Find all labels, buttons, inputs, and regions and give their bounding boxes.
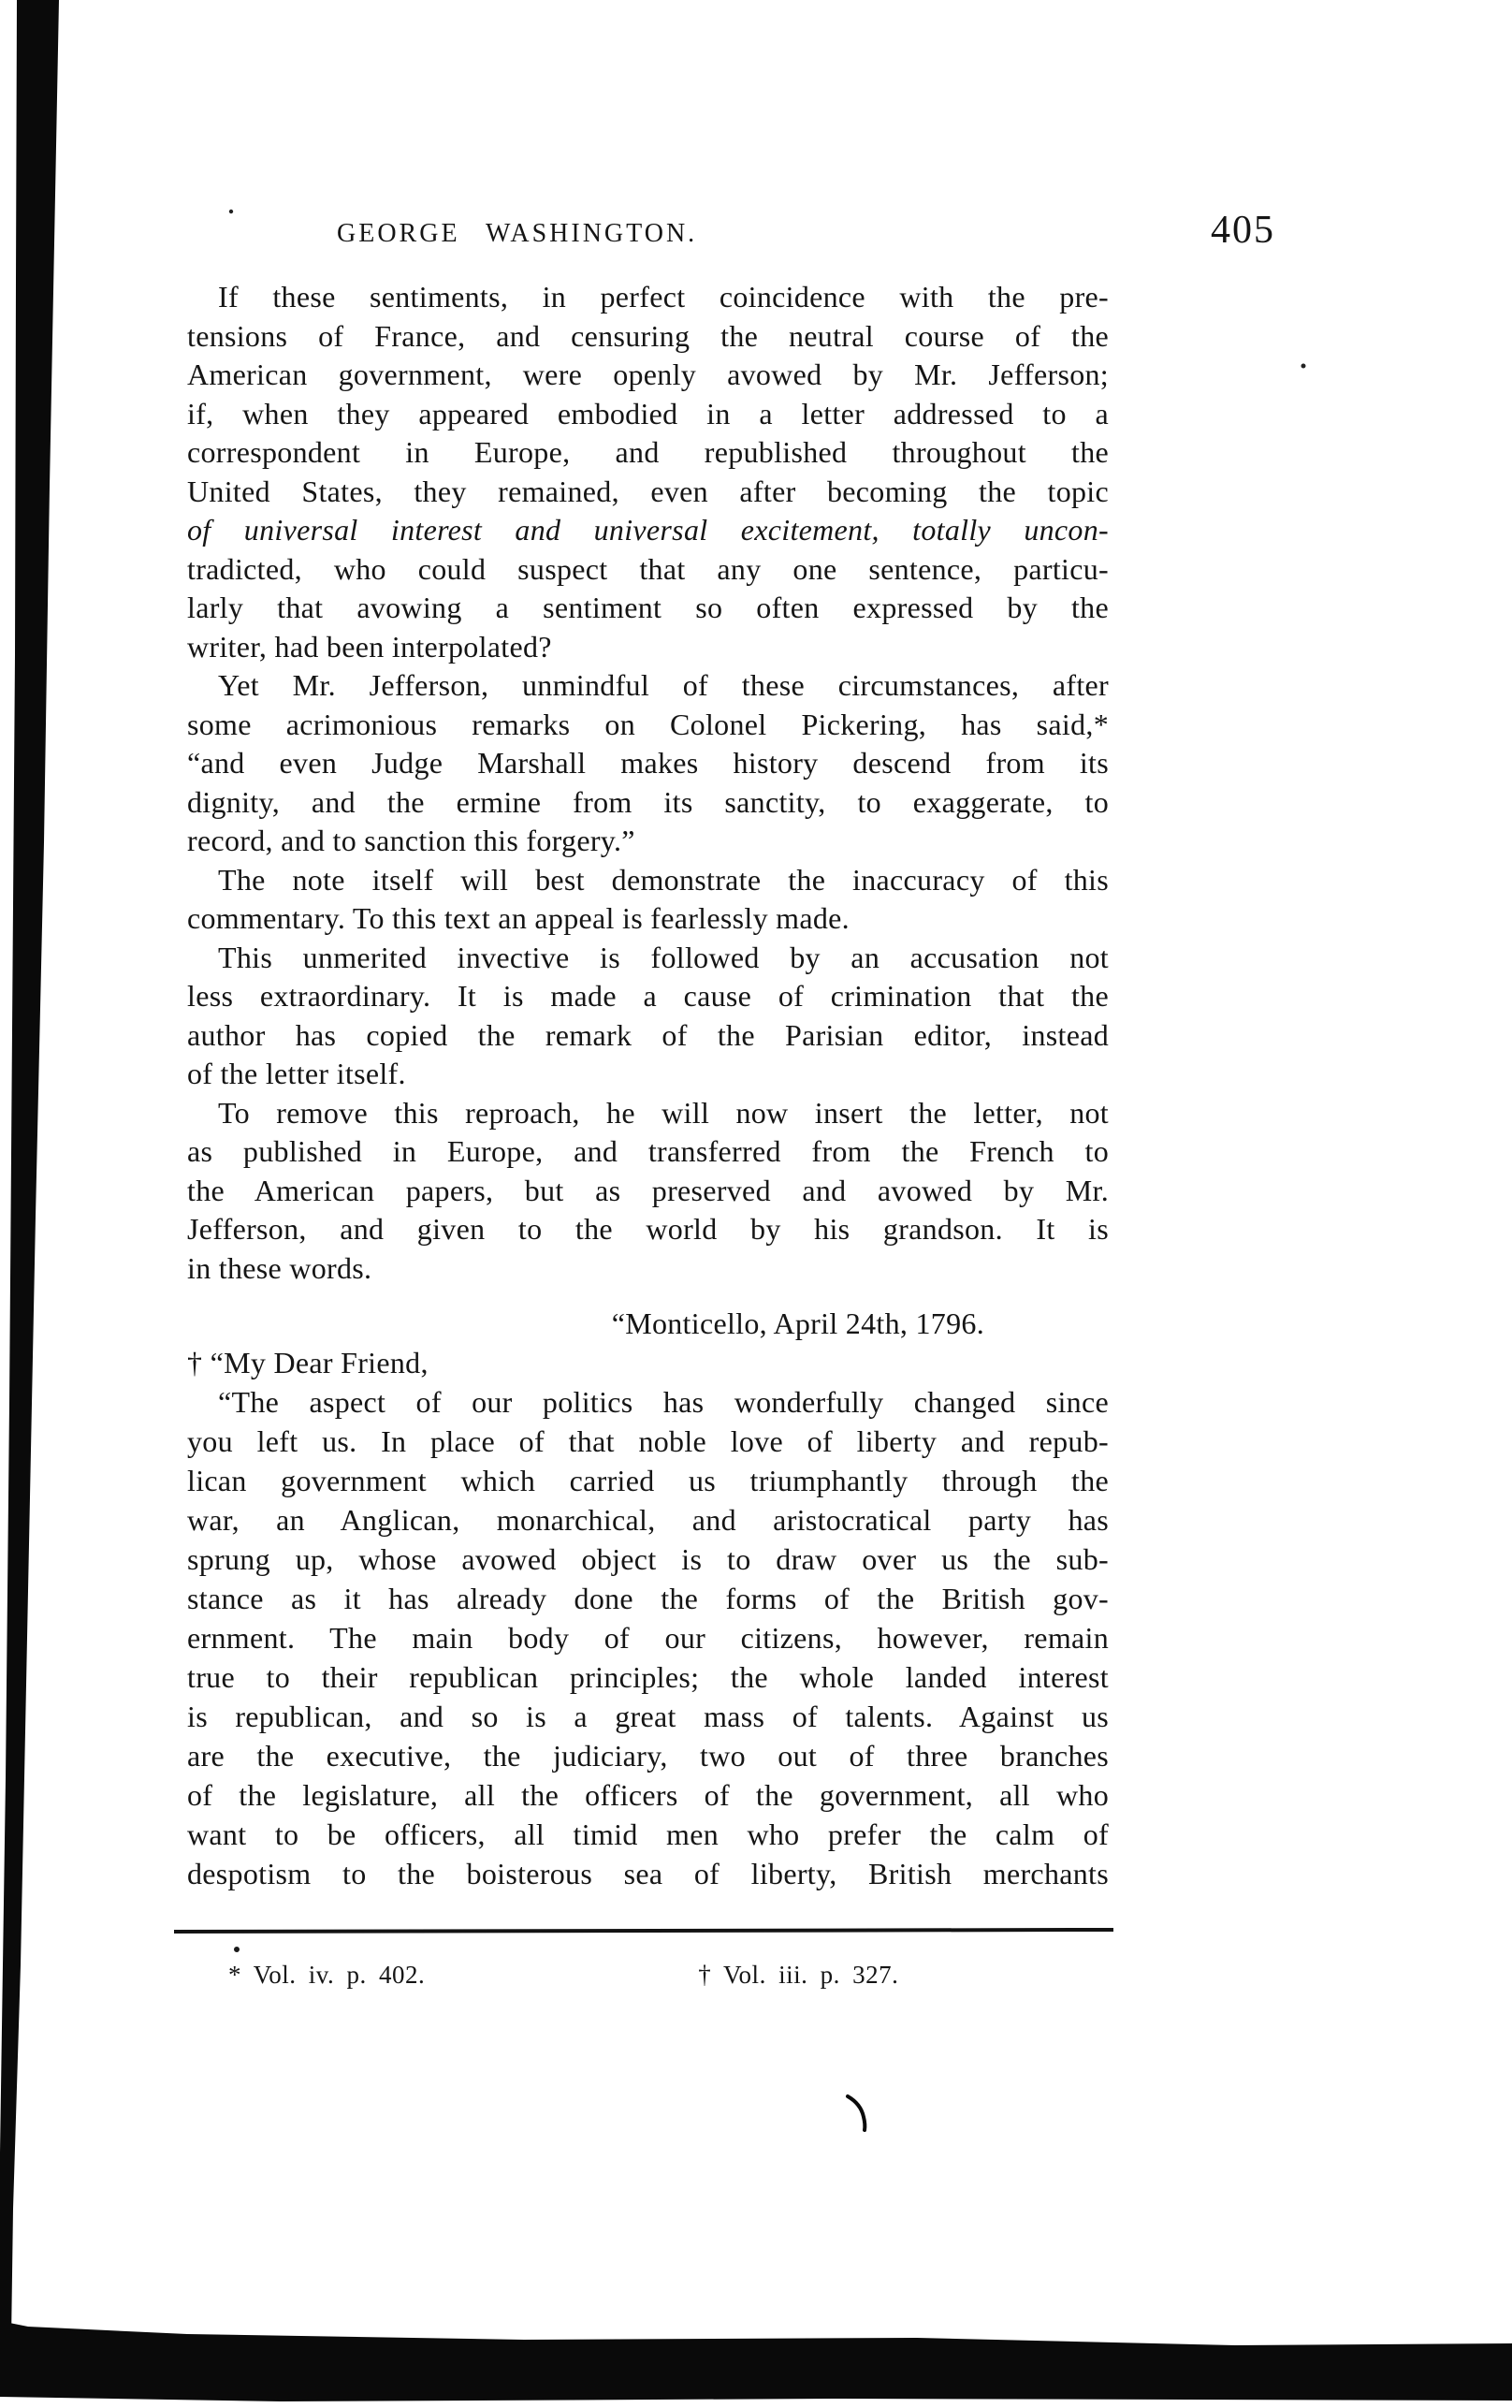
text-line: American government, were openly avowed by Mr. Jefferson;	[187, 358, 1109, 391]
text-line: This unmerited invective is followed by an accusation not	[218, 940, 1109, 974]
paragraph	[187, 939, 1109, 1094]
text-line: The note itself will best demonstrate the inaccuracy of this	[218, 862, 1109, 897]
text-line: of the legislature, all the officers of the government, all who	[187, 1778, 1109, 1812]
paragraph	[187, 278, 1109, 666]
ink-dot-top	[229, 210, 233, 213]
text-line: want to be officers, all timid men who prefer the calm of	[187, 1817, 1109, 1851]
body-text	[187, 278, 1109, 1893]
text-line: the American papers, but as preserved and avowed by Mr.	[187, 1173, 1109, 1207]
letter-dateline: “Monticello, April 24th, 1796.	[611, 1306, 984, 1340]
paragraph	[187, 1094, 1109, 1289]
text-line: war, an Anglican, monarchical, and aristocratical party has	[187, 1503, 1109, 1537]
ink-dot-right	[1301, 364, 1306, 369]
text-line: if, when they appeared embodied in a letter addressed to a	[187, 396, 1109, 431]
text-line: you left us. In place of that noble love of liberty and repub-	[187, 1424, 1109, 1458]
letter-salutation: † “My Dear Friend,	[187, 1345, 429, 1379]
text-line: To remove this reproach, he will now insert the letter, not	[218, 1095, 1109, 1130]
text-line: dignity, and the ermine from its sanctity, to exaggerate, to	[187, 784, 1109, 819]
text-line: stance as it has already done the forms of the British gov-	[187, 1582, 1109, 1615]
text-line: United States, they remained, even after becoming the topic	[187, 474, 1109, 508]
text-line: is republican, and so is a great mass of talents. Against us	[187, 1700, 1109, 1733]
text-line: of the letter itself.	[187, 1057, 406, 1090]
scan-edge-bottom-band	[0, 2321, 1512, 2401]
text-line: author has copied the remark of the Parisian editor, instead	[187, 1017, 1109, 1052]
text-line: despotism to the boisterous sea of liberty, British merchants	[187, 1857, 1109, 1890]
text-line: Jefferson, and given to the world by his grandson. It is	[187, 1212, 1109, 1246]
text-line: less extraordinary. It is made a cause of crimination that the	[187, 979, 1109, 1013]
text-line: If these sentiments, in perfect coincidence with the pre-	[218, 280, 1109, 314]
footnotes	[187, 1956, 1109, 1993]
text-line: are the executive, the judiciary, two out of three branches	[187, 1739, 1109, 1773]
text-line: in these words.	[187, 1250, 372, 1285]
text-line: true to their republican principles; the whole landed interest	[187, 1660, 1109, 1694]
text-line: ernment. The main body of our citizens, however, remain	[187, 1621, 1109, 1655]
text-line: as published in Europe, and transferred from the French to	[187, 1134, 1109, 1168]
text-line: lican government which carried us triumphantly through the	[187, 1464, 1109, 1497]
text-line: “The aspect of our politics has wonderfully changed since	[218, 1385, 1109, 1419]
text-line: tradicted, who could suspect that any one sentence, particu-	[187, 551, 1109, 586]
text-line: of universal interest and universal excitement, totally uncon-	[187, 513, 1109, 547]
ink-mark-curve	[848, 2096, 865, 2130]
text-line: sprung up, whose avowed object is to draw over us the sub-	[187, 1542, 1109, 1576]
footnote-asterisk: * Vol. iv. p. 402.	[228, 1961, 426, 1989]
text-line: correspondent in Europe, and republished throughout the	[187, 435, 1109, 469]
paragraph	[187, 666, 1109, 861]
ink-dot-footnote	[234, 1947, 240, 1952]
paragraph-group-main	[187, 278, 1109, 1288]
text-line: record, and to sanction this forgery.”	[187, 824, 635, 857]
footnote-divider	[174, 1928, 1113, 1934]
page-title: GEORGE WASHINGTON.	[337, 219, 698, 248]
text-line: larly that avowing a sentiment so often expressed by the	[187, 591, 1109, 624]
footnote-dagger: † Vol. iii. p. 327.	[698, 1961, 899, 1989]
text-line: Yet Mr. Jefferson, unmindful of these circumstances, after	[218, 668, 1109, 702]
page-number: 405	[1211, 209, 1275, 252]
paragraph-group-letter	[187, 1382, 1109, 1893]
paragraph	[187, 861, 1109, 939]
scan-edge-left-bar	[0, 0, 59, 2340]
text-line: tensions of France, and censuring the neutral course of the	[187, 318, 1109, 353]
text-line: commentary. To this text an appeal is fearlessly made.	[187, 901, 850, 935]
text-line: some acrimonious remarks on Colonel Pickering, has said,*	[187, 707, 1109, 741]
text-line: writer, had been interpolated?	[187, 629, 552, 664]
text-line: “and even Judge Marshall makes history descend from its	[187, 746, 1109, 780]
